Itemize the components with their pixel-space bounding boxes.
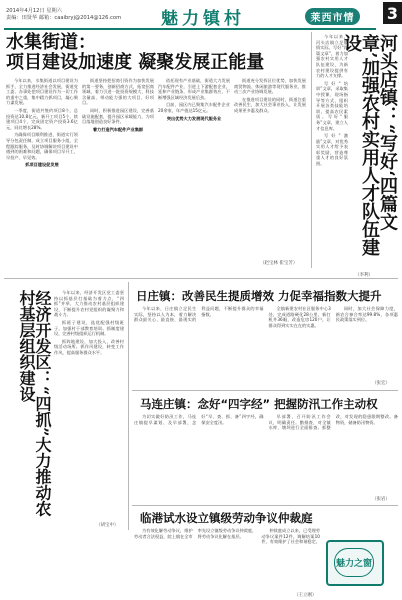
rizhuang-credit: （张宏）	[372, 381, 390, 386]
paragraph: 为确保项目顺利推进，街道实行领导分包责任制，成立项目服务小组，全程跟踪服务，及时协调解决项目建设中遇到的困难和问题，确保项目早开工、早投产、早见效。	[6, 132, 78, 160]
main-headline-line1: 水集街道：	[6, 32, 96, 53]
paragraph: 为有效化解劳动争议，维护劳动者合法权益，院上镇在全市率先设立镇级劳动争议仲裁庭，将劳动争议化解在基层。	[134, 528, 257, 539]
main-story-credit: （赵宝林 崔宝芳）	[260, 261, 298, 266]
section-logo: 莱西市情	[305, 8, 360, 25]
issue-date: 2014年4月12日 星期六	[6, 8, 62, 14]
kaifaqu-headline: 经济开发区：“四抓”大力推动农村基层组织建设	[17, 290, 52, 517]
paragraph: 今年以来，水集街道以项目建设为抓手，全力推进经济社会发展，街道党工委、办事处把项目建设作为一切工作的重中之重，集中精力抓项目，凝心聚力谋发展。	[6, 78, 78, 106]
section-title: 魅力镇村	[161, 8, 245, 29]
maojiazhuang-credit: （张岩）	[372, 497, 390, 502]
main-story-column-2	[82, 78, 154, 258]
editor-line: 责编：田贤华 邮箱：caaibryj@2014@126.com	[6, 15, 122, 21]
main-headline-line2: 项目建设加速度 凝聚发展正能量	[6, 52, 265, 73]
rizhuang-headline: 日庄镇：改善民生提质增效 力促幸福指数大提升	[136, 289, 382, 303]
paragraph: 为切实做好防汛工作，马连庄镇提早谋划、及早部署，念好“早、查、抓、备”四字经，确保安全度汛。	[134, 414, 264, 425]
header-meta	[6, 8, 121, 22]
paragraph: 抓阵地建设，加大投入，改善村级活动场所。抓作风建设，转变工作作风，提高服务群众水平。	[54, 338, 124, 355]
bottom-credit: （王立刚）	[294, 593, 317, 598]
maojiazhuang-story-body	[134, 414, 398, 496]
column-stamp-text: 魅力之窗	[334, 548, 374, 577]
paragraph: 写好“培训”文章，采取集中授课、现场指导等方式，组织开展各类技能培训，提高农民素质。写好“服务”文章，建立人才信息库。	[316, 80, 348, 131]
paragraph: 街道坚持把招商引资作为加快发展的第一要务，创新招商方式，拓宽招商领域，着力引进一批投资规模大、科技含量高、带动能力强的大项目、好项目。	[82, 78, 154, 106]
paragraph: 早部署，召开防汛工作会议，明确责任。勤排查，对全镇水库、塘坝进行全面排查。抓整改，对发现的隐患限期整改。备物资，储备防汛物资。	[268, 414, 398, 431]
column-rule	[311, 32, 312, 268]
paragraph: 今年以来，河头店镇立足镇情实际，写好“四篇文章”，着力加强农村实用人才队伍建设，为新农村建设提供有力的人才支撑。	[316, 34, 348, 79]
column-rule	[128, 282, 129, 530]
main-story-column-1	[6, 78, 78, 258]
paragraph: 在推进项目建设的同时，街道注重改善民生，加大社会事业投入，让发展成果更多惠及群众。	[234, 96, 306, 113]
kaifaqu-story-body	[54, 290, 124, 520]
paragraph: 街道充分发挥区位优势，加快发展商贸物流、休闲旅游等现代服务业，推动三次产业协调发展。	[234, 78, 306, 95]
bottom-story-body	[134, 528, 320, 592]
paragraph: 写好“激励”文章，对优秀实用人才给予表彰奖励，营造尊重人才的良好氛围。	[316, 133, 348, 167]
main-subhead-1: 抓项目建设促发展	[25, 162, 59, 168]
hetou-credit: （李利）	[355, 273, 373, 278]
page-number: 3	[383, 2, 402, 24]
section-divider	[4, 278, 398, 279]
column-stamp-logo	[326, 540, 384, 586]
main-headline	[6, 33, 306, 73]
hetou-story-body	[316, 34, 348, 264]
section-divider	[132, 390, 398, 391]
paragraph: 今年以来，日庄镇立足民生实际，坚持以人为本，着力解决群众最关心、最直接、最现实的利益问题，不断提升群众的幸福指数。	[134, 306, 264, 323]
main-subhead-2: 着力打造汽车配件产业集群	[92, 126, 144, 132]
paragraph: 一季度，街道共签约项目8个，总投资达10.8亿元，新开工项目5个，续建项目4个，完成固定资产投资3.6亿元，同比增长28%。	[6, 107, 78, 130]
paragraph: 今年以来，经济开发区党工委坚持以抓基层打基础为着力点，“四抓”并举，大力推动农村基层组织建设，不断提升农村党组织的凝聚力和战斗力。	[54, 290, 124, 318]
paragraph: 依托现有产业基础，街道大力发展汽车配件产业，引进上下游配套企业，延伸产业链条，形成产业集群效应，不断增强区域经济发展后劲。	[158, 78, 230, 100]
header-rule	[4, 28, 376, 30]
kaifaqu-credit: （胡宝中）	[96, 523, 119, 528]
rizhuang-story-body	[134, 306, 398, 378]
paragraph: 仲裁庭成立以来，已受理劳动争议案件12件，调解结案10件，有效维护了社会和谐稳定。	[261, 528, 320, 545]
paragraph: 目前，园区内已聚集汽车配件企业20余家，年产值达15亿元。	[158, 102, 230, 113]
main-subhead-3: 突出优势大力发展现代服务业	[166, 115, 222, 121]
paragraph: 抓班子建设，选优配强村级班子，加强村干部教育培训。抓制度建设，完善村级组织运行机制。	[54, 319, 124, 337]
paragraph: 全镇新建农村社区服务中心3处，完成道路硬化28公里，新打机井36眼，改造危房120户，让群众得到实实在在的实惠。	[268, 306, 331, 328]
section-divider	[132, 505, 398, 506]
maojiazhuang-headline: 马连庄镇：念好“四字经” 把握防汛工作主动权	[140, 397, 378, 411]
main-story-column-3	[158, 78, 230, 258]
hetou-headline: 河头店镇：“写好‘四篇文章’加强农村实用人才队伍建设	[341, 34, 398, 257]
paragraph: 同时，积极推进园区建设，完善基础设施配套，提升园区承载能力，为项目落地创造良好条件。	[82, 107, 154, 125]
paragraph: 同时，加大社会保障力度，新农合参合率达99.8%，各项惠民政策落实到位。	[335, 306, 398, 323]
bottom-headline: 临港试水设立镇级劳动争议仲裁庭	[140, 511, 313, 525]
main-story-column-4	[234, 78, 306, 258]
